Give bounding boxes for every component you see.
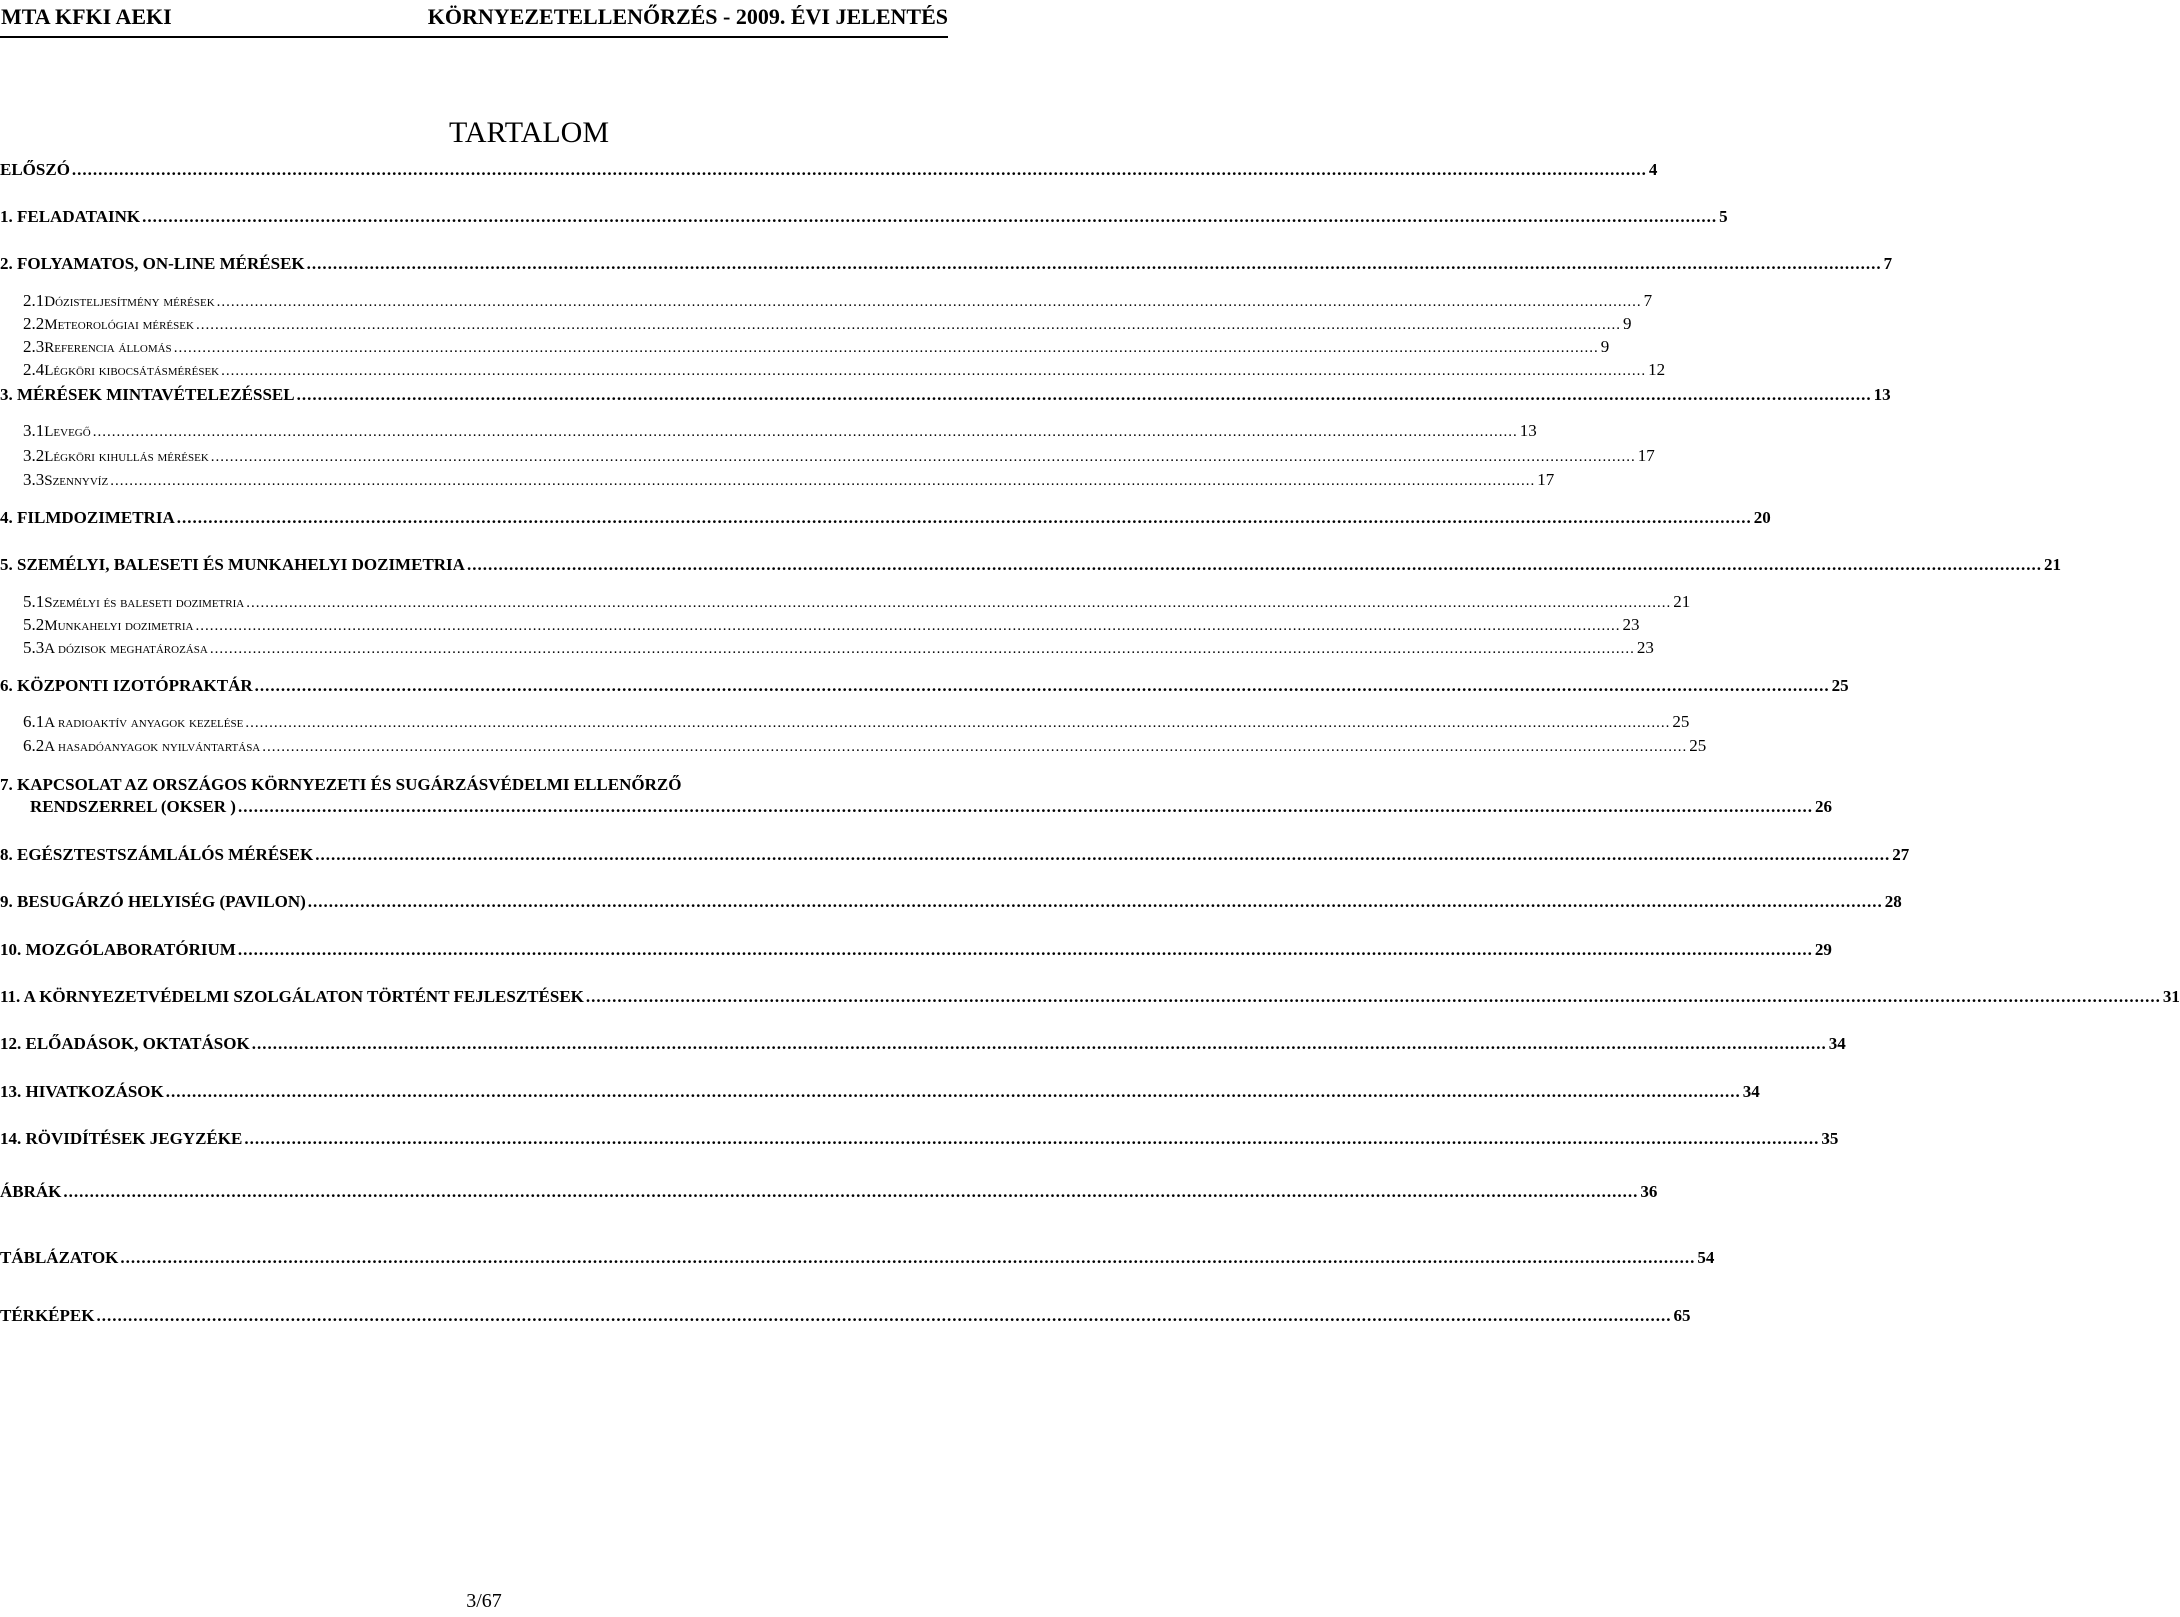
toc-entry[interactable]: ELŐSZÓ ............................................................................................................................................................................................................................................................................................................ 4 bbox=[0, 160, 1658, 179]
toc-subentry[interactable]: 5.1 Személyi és baleseti dozimetria ............................................................................................................................................................................................................................................................................................................ 21 bbox=[23, 592, 1691, 611]
toc-subentry[interactable]: 2.3 Referencia állomás ............................................................................................................................................................................................................................................................................................................ 9 bbox=[23, 337, 1610, 356]
toc-entry[interactable]: 11. A KÖRNYEZETVÉDELMI SZOLGÁLATON TÖRTÉNT FEJLESZTÉSEK ............................................................................................................................................................................................................................................................................................................ 31 bbox=[0, 987, 2180, 1006]
toc-entry-tables[interactable]: TÁBLÁZATOK ............................................................................................................................................................................................................................................................................................................ 54 bbox=[0, 1248, 1715, 1267]
toc-subentry[interactable]: 5.3 A dózisok meghatározása ............................................................................................................................................................................................................................................................................................................ 23 bbox=[23, 638, 1654, 657]
page-number: 3/67 bbox=[466, 1590, 502, 1612]
toc-entry[interactable]: 6. KÖZPONTI IZOTÓPRAKTÁR ............................................................................................................................................................................................................................................................................................................ 25 bbox=[0, 676, 1849, 695]
toc-entry[interactable]: 10. MOZGÓLABORATÓRIUM ............................................................................................................................................................................................................................................................................................................ 29 bbox=[0, 940, 1832, 959]
toc-entry-figures[interactable]: ÁBRÁK ............................................................................................................................................................................................................................................................................................................ 36 bbox=[0, 1182, 1658, 1201]
toc-entry[interactable]: 9. BESUGÁRZÓ HELYISÉG (PAVILON) ............................................................................................................................................................................................................................................................................................................ 28 bbox=[0, 892, 1902, 911]
toc-subentry[interactable]: 5.2 Munkahelyi dozimetria ............................................................................................................................................................................................................................................................................................................ 23 bbox=[23, 615, 1640, 634]
toc-subentry[interactable]: 3.2 Légköri kihullás mérések ............................................................................................................................................................................................................................................................................................................ 17 bbox=[23, 446, 1655, 465]
toc-entry[interactable]: 2. FOLYAMATOS, ON-LINE MÉRÉSEK ............................................................................................................................................................................................................................................................................................................ 7 bbox=[0, 254, 1893, 273]
toc-entry-maps[interactable]: TÉRKÉPEK ............................................................................................................................................................................................................................................................................................................ 65 bbox=[0, 1306, 1691, 1325]
toc-subentry[interactable]: 2.2 Meteorológiai mérések ............................................................................................................................................................................................................................................................................................................ 9 bbox=[23, 314, 1632, 333]
toc-subentry[interactable]: 6.1 A radioaktív anyagok kezelése ............................................................................................................................................................................................................................................................................................................ 25 bbox=[23, 712, 1690, 731]
toc-entry-line1[interactable]: 7. KAPCSOLAT AZ ORSZÁGOS KÖRNYEZETI ÉS SUGÁRZÁSVÉDELMI ELLENŐRZŐ bbox=[0, 775, 682, 794]
header-right: KÖRNYEZETELLENŐRZÉS - 2009. ÉVI JELENTÉS bbox=[427, 4, 948, 29]
toc-entry[interactable]: 8. EGÉSZTESTSZÁMLÁLÓS MÉRÉSEK ............................................................................................................................................................................................................................................................................................................ 27 bbox=[0, 845, 1910, 864]
toc-subentry[interactable]: 3.1 Levegő ............................................................................................................................................................................................................................................................................................................ 13 bbox=[23, 421, 1537, 440]
toc-entry[interactable]: 3. MÉRÉSEK MINTAVÉTELEZÉSSEL ............................................................................................................................................................................................................................................................................................................ 13 bbox=[0, 385, 1891, 404]
toc-subentry[interactable]: 2.4 Légköri kibocsátásmérések ............................................................................................................................................................................................................................................................................................................ 12 bbox=[23, 360, 1666, 379]
toc-subentry[interactable]: 3.3 Szennyvíz ............................................................................................................................................................................................................................................................................................................ 17 bbox=[23, 470, 1555, 489]
toc-entry[interactable]: 4. FILMDOZIMETRIA ............................................................................................................................................................................................................................................................................................................ 20 bbox=[0, 508, 1771, 527]
toc-entry[interactable]: 13. HIVATKOZÁSOK ............................................................................................................................................................................................................................................................................................................ 34 bbox=[0, 1082, 1760, 1101]
toc-entry[interactable]: 14. RÖVIDÍTÉSEK JEGYZÉKE ............................................................................................................................................................................................................................................................................................................ 35 bbox=[0, 1129, 1839, 1148]
toc-entry[interactable]: 5. SZEMÉLYI, BALESETI ÉS MUNKAHELYI DOZIMETRIA ............................................................................................................................................................................................................................................................................................................ 21 bbox=[0, 555, 2061, 574]
toc-entry[interactable]: RENDSZERREL (OKSER ) ............................................................................................................................................................................................................................................................................................................ 26 bbox=[30, 797, 1832, 816]
toc-subentry[interactable]: 2.1 Dózisteljesítmény mérések ............................................................................................................................................................................................................................................................................................................ 7 bbox=[23, 291, 1653, 310]
leader-dots: ............................................................................................................................................................................................................................................................................................................ bbox=[71, 160, 1647, 179]
toc-entry[interactable]: 12. ELŐADÁSOK, OKTATÁSOK ............................................................................................................................................................................................................................................................................................................ 34 bbox=[0, 1034, 1846, 1053]
page-title: TARTALOM bbox=[448, 116, 610, 149]
toc-subentry[interactable]: 6.2 A hasadóanyagok nyilvántartása ............................................................................................................................................................................................................................................................................................................ 25 bbox=[23, 736, 1707, 755]
header-left: MTA KFKI AEKI bbox=[1, 4, 172, 29]
toc-entry[interactable]: 1. FELADATAINK ............................................................................................................................................................................................................................................................................................................ 5 bbox=[0, 207, 1728, 226]
